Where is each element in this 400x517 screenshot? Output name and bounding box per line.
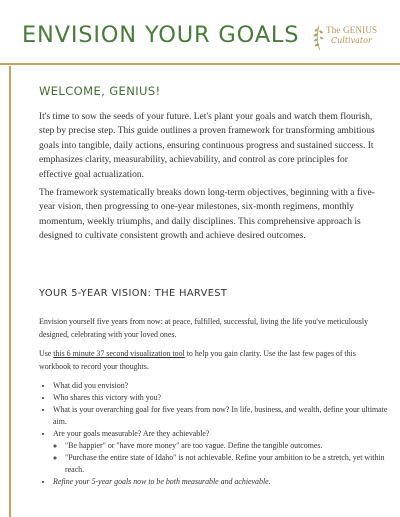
- logo-text-cultivator: Cultivator: [331, 36, 372, 45]
- list-item-final: • Refine your 5-year goals now to be both measurable and achievable.: [53, 476, 393, 488]
- vision-intro: Envision yourself five years from now: at peace, fulfilled, successful, living the life you've meticulously designed, celebrating with your loved ones.: [39, 317, 369, 339]
- header-divider: [0, 63, 400, 65]
- sub-list-item: ◦ "Be happier" or "have more money" are too vague. Define the tangible outcomes.: [65, 440, 393, 452]
- list-item: • What did you envision?: [53, 380, 393, 392]
- genius-cultivator-logo: [311, 20, 379, 54]
- list-item: • Who shares this victory with you?: [53, 392, 393, 404]
- visualization-instructions: [39, 348, 379, 373]
- page-title: ENVISION YOUR GOALS: [22, 22, 300, 48]
- list-item-text: Are your goals measurable? Are they achievable?: [53, 429, 210, 438]
- logo-text-genius: The GENIUS: [326, 25, 378, 35]
- vision-heading: YOUR 5-YEAR VISION: THE HARVEST: [39, 288, 228, 299]
- left-accent-bar: [9, 66, 11, 517]
- vision-question-list: [39, 380, 393, 488]
- welcome-heading: WELCOME, GENIUS!: [39, 84, 161, 98]
- list-item-measurable: [53, 428, 393, 476]
- welcome-paragraph-1: It's time to sow the seeds of your future. Let's plant your goals and watch them flourish, step by precise step. This guide outlines a proven framework for transforming ambitious goals into tangible, daily actions, ensuring continuous progress and sustained success. It emphasizes clarity, measurability, achievability, and control as core principles for effective goal actualization.: [39, 112, 375, 180]
- instructions-suffix: to help you gain clarity. Use the last few pages of this workbook to record your thoughts.: [39, 349, 356, 371]
- welcome-paragraph-2: The framework systematically breaks down long-term objectives, beginning with a five-year vision, then progressing to one-year milestones, six-month regimens, monthly momentum, weekly triumphs, and daily disciplines. This comprehensive approach is designed to cultivate consistent growth and achieve desired outcomes.: [39, 188, 375, 242]
- visualization-tool-link[interactable]: this 6 minute 37 second visualization tool: [53, 349, 185, 358]
- instructions-prefix: Use: [39, 349, 54, 358]
- sub-list: [53, 440, 393, 476]
- sub-list-item: ◦ "Purchase the entire state of Idaho" is not achievable. Refine your ambition to be a stretch, yet within reach.: [65, 452, 393, 476]
- list-item: • What is your overarching goal for five years from now? In life, business, and wealth, define your ultimate aim.: [53, 404, 393, 428]
